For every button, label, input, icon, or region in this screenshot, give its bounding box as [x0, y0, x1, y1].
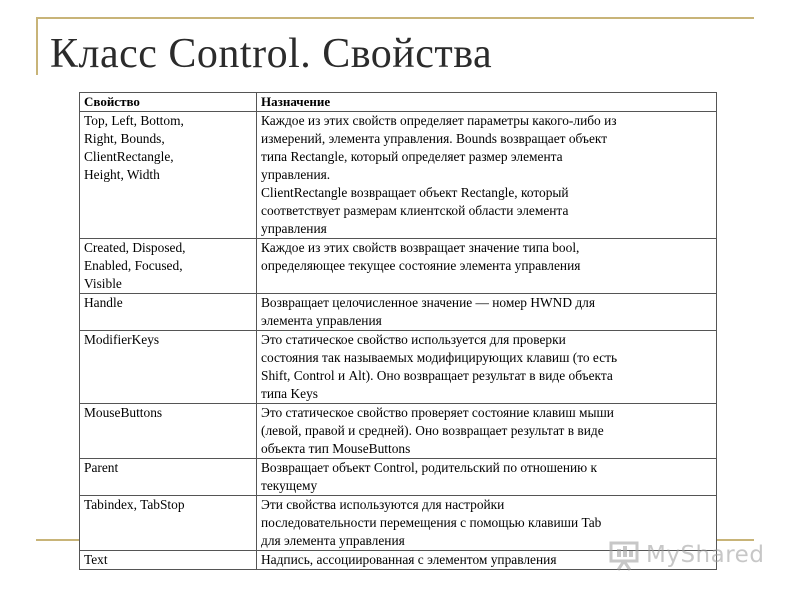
description-text: объекта тип MouseButtons	[261, 441, 411, 456]
property-text: MouseButtons	[84, 405, 163, 420]
property-cell	[80, 239, 257, 294]
description-text: Shift, Control и Alt). Оно возвращает результат в виде объекта	[261, 368, 613, 383]
table-header-row	[80, 93, 717, 112]
description-text: последовательности перемещения с помощью клавиши Tab	[261, 515, 602, 530]
property-text: Text	[84, 552, 108, 567]
property-cell	[80, 294, 257, 331]
description-text: для элемента управления	[261, 533, 405, 548]
description-text: ClientRectangle возвращает объект Rectangle, который	[261, 185, 569, 200]
table-row	[80, 112, 717, 239]
property-text: Created, Disposed,	[84, 240, 186, 255]
property-cell	[80, 404, 257, 459]
property-text: Tabindex, TabStop	[84, 497, 185, 512]
description-cell	[257, 459, 717, 496]
description-text: соответствует размерам клиентской области элемента	[261, 203, 569, 218]
description-text: измерений, элемента управления. Bounds возвращает объект	[261, 131, 608, 146]
description-text: определяющее текущее состояние элемента управления	[261, 258, 581, 273]
description-cell	[257, 294, 717, 331]
table-row	[80, 239, 717, 294]
property-text: Right, Bounds,	[84, 131, 165, 146]
description-cell	[257, 404, 717, 459]
description-text: типа Keys	[261, 386, 318, 401]
table-body	[80, 112, 717, 570]
decorative-left-line	[36, 17, 38, 75]
description-text: Возвращает объект Control, родительский по отношению к	[261, 460, 598, 475]
description-text: Каждое из этих свойств возвращает значение типа bool,	[261, 240, 580, 255]
property-cell	[80, 459, 257, 496]
table-row	[80, 331, 717, 404]
property-text: ClientRectangle,	[84, 149, 174, 164]
header-purpose: Назначение	[257, 93, 717, 112]
table-row	[80, 294, 717, 331]
property-cell	[80, 496, 257, 551]
description-text: элемента управления	[261, 313, 382, 328]
description-text: Это статическое свойство проверяет состояние клавиш мыши	[261, 405, 614, 420]
description-cell	[257, 331, 717, 404]
description-text: состояния так называемых модифицирующих клавиш (то есть	[261, 350, 618, 365]
property-text: Visible	[84, 276, 122, 291]
table-row	[80, 459, 717, 496]
description-text: (левой, правой и средней). Оно возвращает результат в виде	[261, 423, 604, 438]
properties-table	[79, 92, 717, 570]
header-property: Свойство	[80, 93, 257, 112]
description-cell	[257, 239, 717, 294]
property-text: Parent	[84, 460, 119, 475]
presentation-board-icon	[608, 539, 642, 571]
slide-title: Класс Control. Свойства	[50, 31, 493, 77]
description-text: типа Rectangle, который определяет размер элемента	[261, 149, 563, 164]
description-text: управления	[261, 221, 327, 236]
description-text: Надпись, ассоциированная с элементом управления	[261, 552, 557, 567]
watermark-text: MyShared	[646, 542, 765, 568]
table-row	[80, 404, 717, 459]
property-text: Handle	[84, 295, 123, 310]
description-text: управления.	[261, 167, 331, 182]
description-text: текущему	[261, 478, 318, 493]
watermark	[608, 537, 764, 573]
description-text: Возвращает целочисленное значение — номер HWND для	[261, 295, 595, 310]
property-cell	[80, 331, 257, 404]
description-text: Это статическое свойство используется для проверки	[261, 332, 566, 347]
description-text: Каждое из этих свойств определяет параметры какого-либо из	[261, 113, 617, 128]
property-text: Enabled, Focused,	[84, 258, 183, 273]
property-cell	[80, 112, 257, 239]
decorative-top-line	[36, 17, 754, 19]
description-cell	[257, 112, 717, 239]
property-text: ModifierKeys	[84, 332, 160, 347]
property-text: Top, Left, Bottom,	[84, 113, 184, 128]
description-text: Эти свойства используются для настройки	[261, 497, 505, 512]
property-cell	[80, 551, 257, 570]
property-text: Height, Width	[84, 167, 160, 182]
